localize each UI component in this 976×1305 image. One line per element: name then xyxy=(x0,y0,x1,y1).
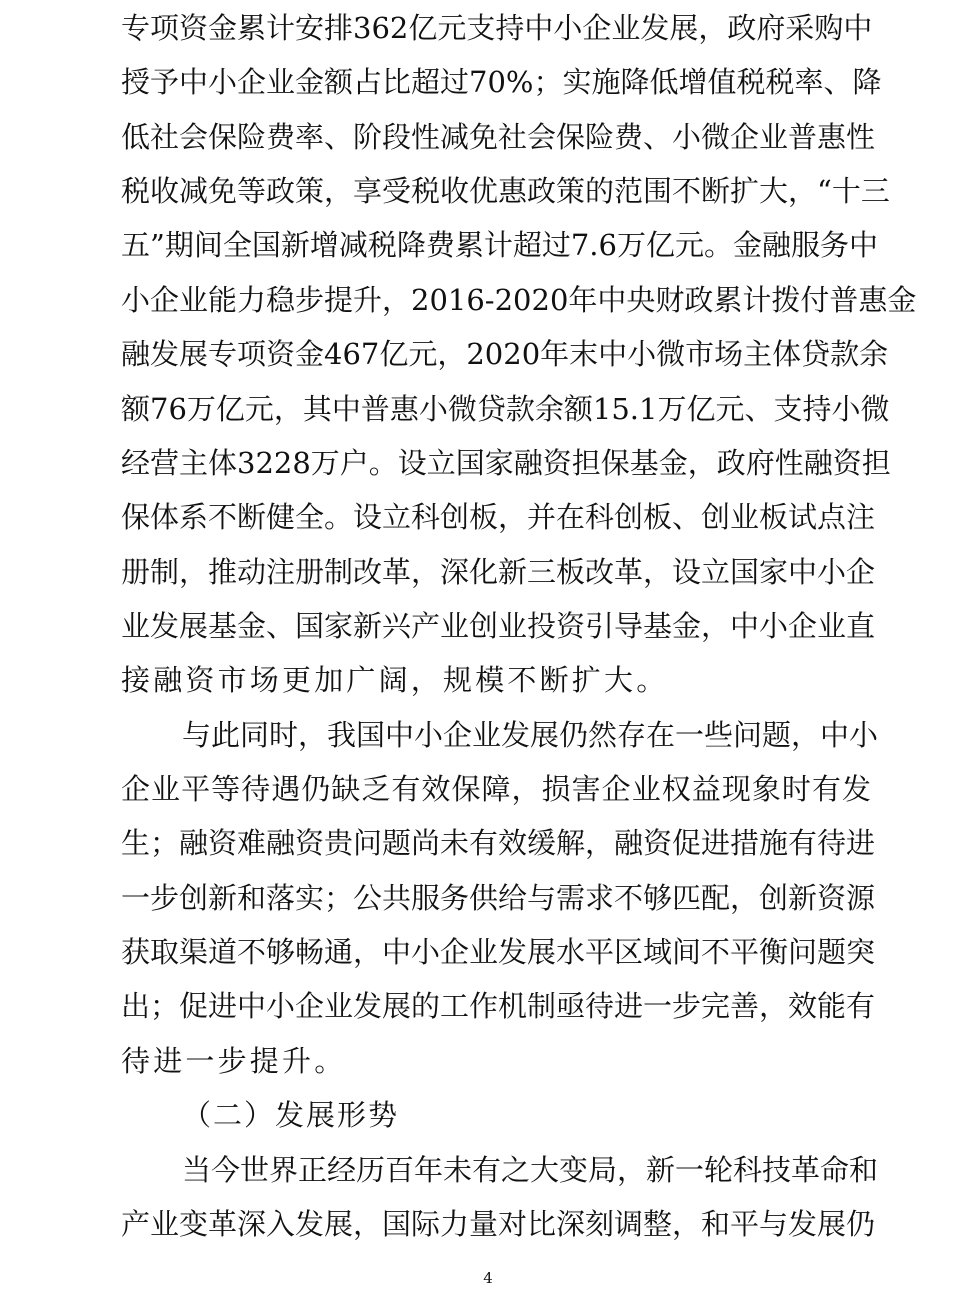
text-line: 企业平等待遇仍缺乏有效保障，损害企业权益现象时有发 xyxy=(121,772,871,806)
text-line: 业发展基金、国家新兴产业创业投资引导基金，中小企业直 xyxy=(121,609,876,643)
section-heading: （二）发展形势 xyxy=(182,1098,400,1132)
text-line: 待进一步提升。 xyxy=(121,1044,347,1078)
text-line: 产业变革深入发展，国际力量对比深刻调整，和平与发展仍 xyxy=(121,1207,876,1241)
text-line: 小企业能力稳步提升，2016-2020年中央财政累计拨付普惠金 xyxy=(121,283,917,317)
text-line: 出；促进中小企业发展的工作机制亟待进一步完善，效能有 xyxy=(121,989,876,1023)
text-line: 额76万亿元，其中普惠小微贷款余额15.1万亿元、支持小微 xyxy=(121,392,890,426)
text-line: 生；融资难融资贵问题尚未有效缓解，融资促进措施有待进 xyxy=(121,826,876,860)
page-number: 4 xyxy=(483,1269,493,1287)
text-line: 税收减免等政策，享受税收优惠政策的范围不断扩大，“十三 xyxy=(121,174,890,208)
text-line: 保体系不断健全。设立科创板，并在科创板、创业板试点注 xyxy=(121,500,876,534)
text-line: 获取渠道不够畅通，中小企业发展水平区域间不平衡问题突 xyxy=(121,935,876,969)
text-line: 低社会保险费率、阶段性减免社会保险费、小微企业普惠性 xyxy=(121,120,876,154)
text-line: 经营主体3228万户。设立国家融资担保基金，政府性融资担 xyxy=(121,446,891,480)
text-line: 与此同时，我国中小企业发展仍然存在一些问题，中小 xyxy=(182,718,879,752)
text-line: 一步创新和落实；公共服务供给与需求不够匹配，创新资源 xyxy=(121,881,876,915)
text-line: 授予中小企业金额占比超过70%；实施降低增值税税率、降 xyxy=(121,65,882,99)
text-line: 当今世界正经历百年未有之大变局，新一轮科技革命和 xyxy=(182,1153,879,1187)
text-line: 专项资金累计安排362亿元支持中小企业发展，政府采购中 xyxy=(121,11,873,45)
text-line: 册制，推动注册制改革，深化新三板改革，设立国家中小企 xyxy=(121,555,876,589)
text-line: 五”期间全国新增减税降费累计超过7.6万亿元。金融服务中 xyxy=(121,228,878,262)
text-line: 接融资市场更加广阔，规模不断扩大。 xyxy=(121,663,669,697)
text-line: 融发展专项资金467亿元，2020年末中小微市场主体贷款余 xyxy=(121,337,889,371)
